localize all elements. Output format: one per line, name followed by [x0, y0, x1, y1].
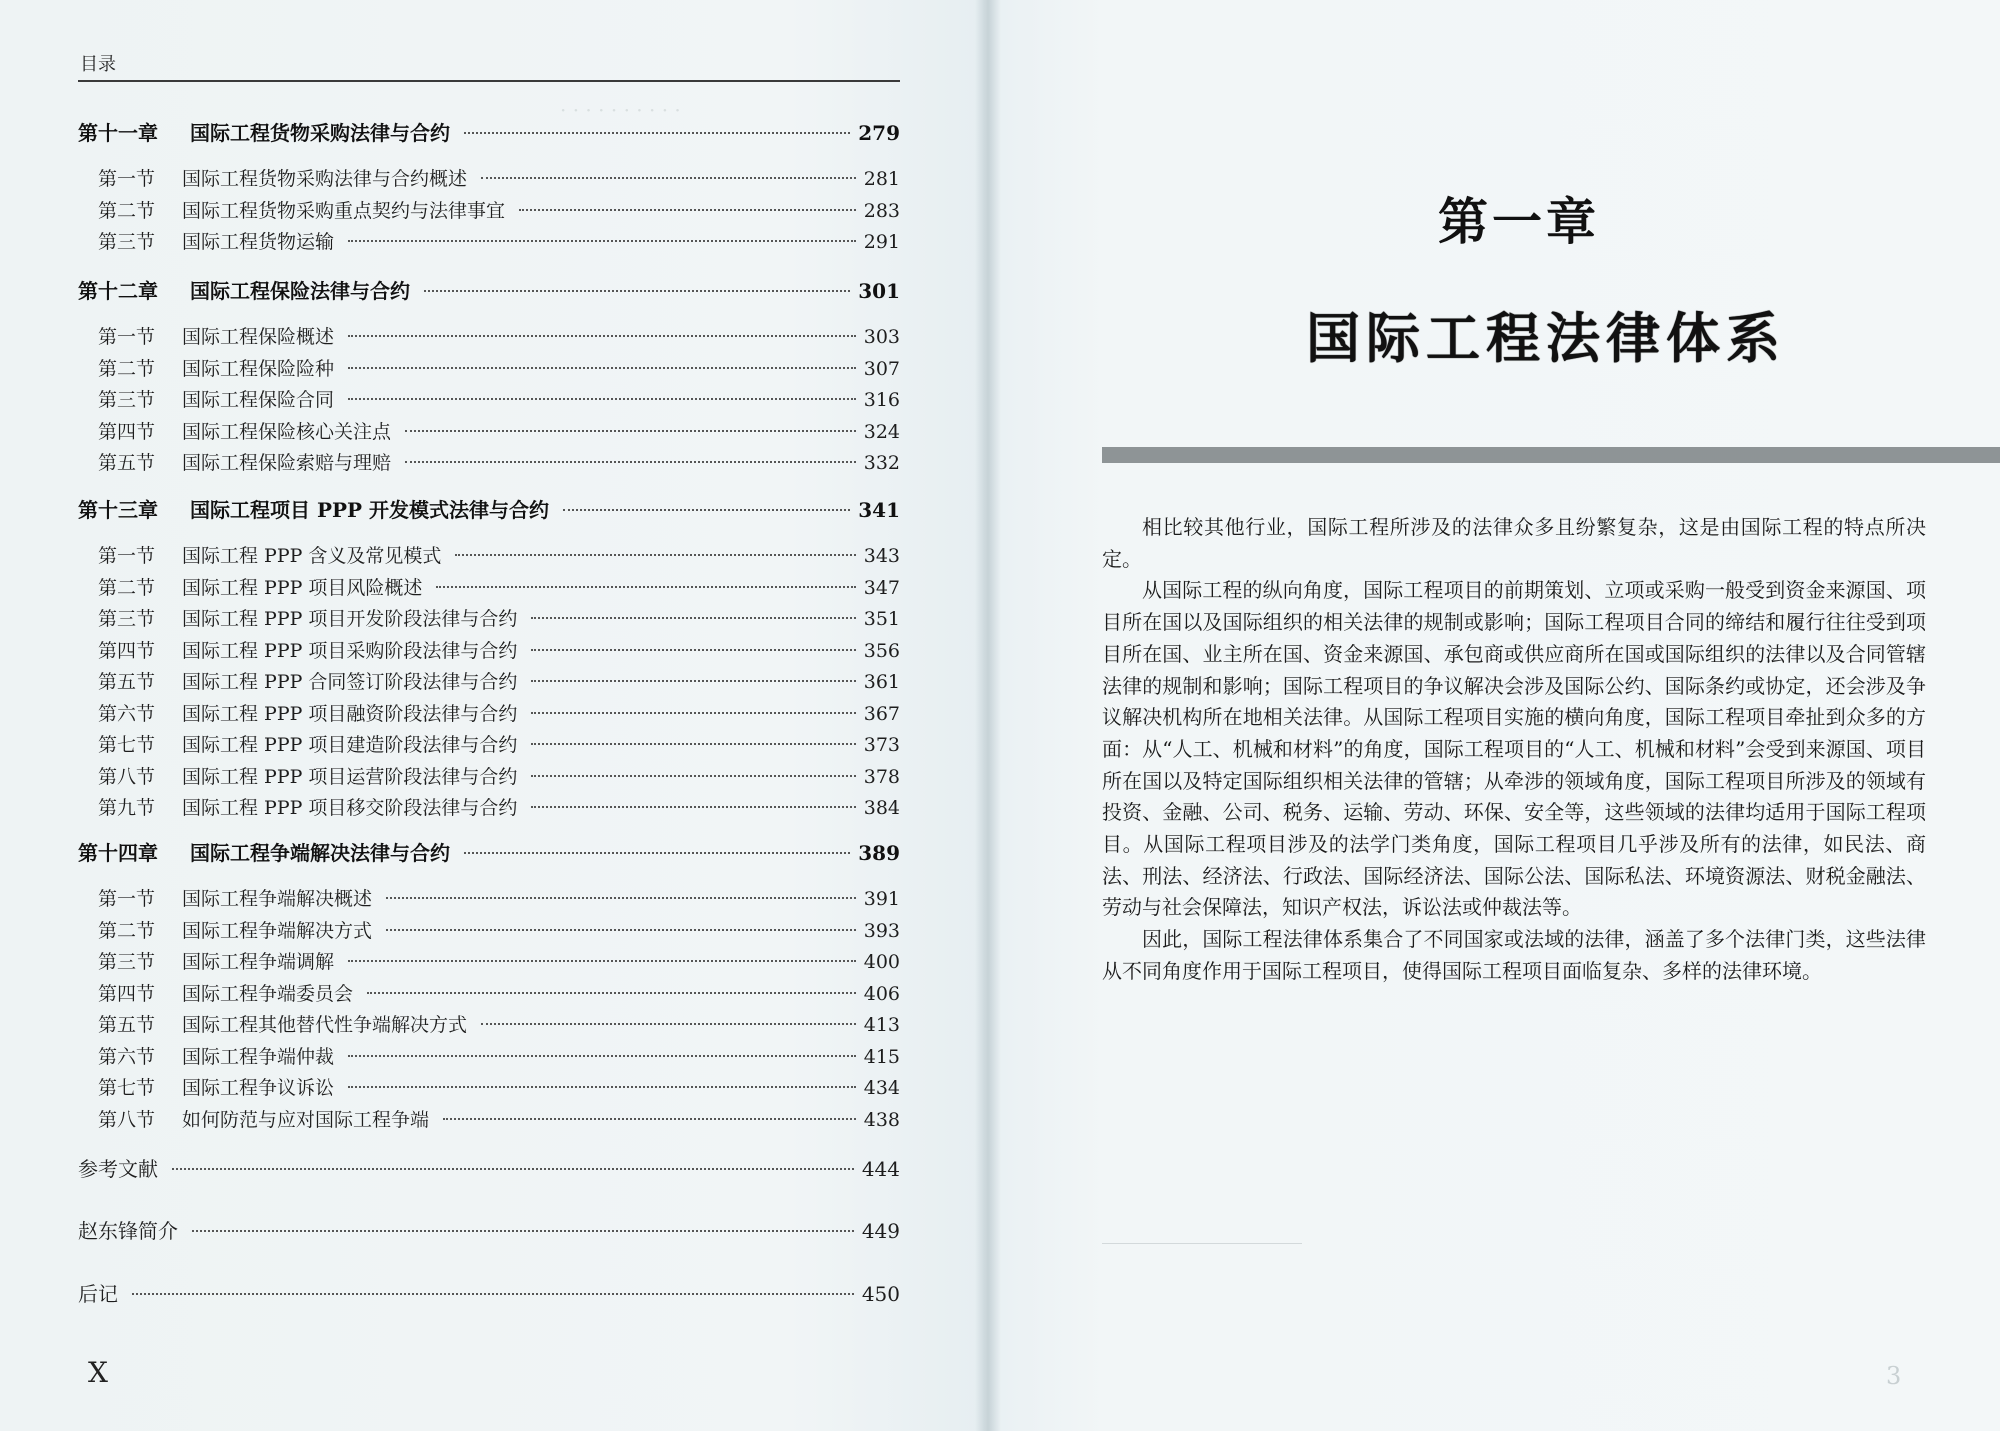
- toc-entry-title: 国际工程争端解决方式: [182, 919, 373, 942]
- header-rule: [78, 80, 900, 82]
- toc-entry-title: 国际工程保险合同: [182, 389, 335, 411]
- toc-entry-page: 324: [863, 420, 900, 443]
- toc-entry-title: 国际工程保险法律与合约: [190, 279, 410, 303]
- toc-entry-number: 第二节: [98, 919, 156, 942]
- chapter-divider-bar: [1102, 447, 2000, 463]
- dot-leader: [348, 398, 856, 400]
- toc-entry-number: 第二节: [98, 357, 156, 380]
- toc-entry-title: 国际工程货物采购法律与合约: [190, 121, 450, 145]
- toc-entry-title: 国际工程 PPP 项目采购阶段法律与合约: [182, 639, 518, 662]
- toc-section-entry: [78, 636, 900, 668]
- toc-entry-number: 第十四章: [78, 841, 158, 865]
- toc-section-entry: [78, 322, 900, 354]
- dot-leader: [386, 929, 856, 931]
- toc-entry-page: 449: [861, 1219, 900, 1243]
- toc-entry-number: 第六节: [98, 1045, 156, 1068]
- toc-entry-page: 413: [863, 1014, 900, 1036]
- dot-leader: [481, 1023, 856, 1025]
- toc-entry-title: 后记: [78, 1282, 118, 1306]
- toc-entry-title: 国际工程保险核心关注点: [182, 420, 392, 443]
- dot-leader: [405, 461, 856, 463]
- toc-entry-number: 第四节: [98, 982, 156, 1005]
- dot-leader: [443, 1118, 856, 1120]
- toc-section-entry: [78, 541, 900, 573]
- toc-entry-title: 国际工程保险索赔与理赔: [182, 452, 392, 474]
- toc-section-entry: [78, 979, 900, 1011]
- toc-entry-title: 国际工程争端解决概述: [182, 888, 373, 910]
- toc-section-entry: [78, 227, 900, 259]
- toc-backmatter-entry: [78, 1278, 900, 1310]
- dot-leader: [531, 680, 855, 682]
- toc-section-entry: [78, 1105, 900, 1137]
- toc-entry-number: 第三节: [98, 608, 156, 630]
- toc-entry-number: 第一节: [98, 168, 156, 190]
- dot-leader: [481, 177, 856, 179]
- toc-entry-title: 国际工程 PPP 项目开发阶段法律与合约: [182, 608, 518, 630]
- page-number: X: [88, 1356, 108, 1389]
- dot-leader: [531, 743, 855, 745]
- toc-entry-page: 438: [863, 1108, 900, 1131]
- toc-entry-page: 351: [863, 608, 900, 630]
- toc-entry-page: 450: [861, 1282, 900, 1306]
- toc-entry-number: 第一节: [98, 326, 156, 348]
- toc-entry-page: 384: [863, 797, 900, 819]
- toc-section-entry: [78, 604, 900, 636]
- toc-backmatter-entry: [78, 1153, 900, 1185]
- toc-entry-title: 国际工程 PPP 项目融资阶段法律与合约: [182, 702, 518, 725]
- toc-backmatter-entry: [78, 1215, 900, 1247]
- toc-section-entry: [78, 196, 900, 228]
- paragraph: 因此，国际工程法律体系集合了不同国家或法域的法律，涵盖了多个法律门类，这些法律从不同角度作用于国际工程项目，使得国际工程项目面临复杂、多样的法律环境。: [1102, 927, 1926, 983]
- dot-leader: [531, 775, 855, 777]
- toc-entry-title: 国际工程 PPP 项目建造阶段法律与合约: [182, 734, 518, 756]
- toc-entry-page: 301: [858, 279, 900, 303]
- toc-entry-page: 444: [861, 1157, 900, 1181]
- toc-entry-page: 307: [863, 357, 900, 380]
- paragraph: 从国际工程的纵向角度，国际工程项目的前期策划、立项或采购一般受到资金来源国、项目所在国以及国际组织的相关法律的规制或影响；国际工程项目合同的缔结和履行往往受到项目所在国、业主所在国、资金来源国、承包商或供应商所在国或国际组织的法律以及合同管辖法律的规制和影响；国际工程项目的争议解决会涉及国际公约、国际条约或协定，还会涉及争议解决机构所在地相关法律。从国际工程项目实施的横向角度，国际工程项目牵扯到众多的方面：从“人工、机械和材料”的角度，国际工程项目的“人工、机械和材料”会受到来源国、项目所在国以及特定国际组织相关法律的管辖；从牵涉的领域角度，国际工程项目所涉及的领域有投资、金融、公司、税务、运输、劳动、环保、安全等，这些领域的法律均适用于国际工程项目。从国际工程项目涉及的法学门类角度，国际工程项目几乎涉及所有的法律，如民法、商法、刑法、经济法、行政法、国际经济法、国际公法、国际私法、环境资源法、财税金融法、劳动与社会保障法，知识产权法，诉讼法或仲裁法等。: [1102, 578, 1926, 920]
- toc-section-entry: [78, 448, 900, 480]
- toc-entry-page: 378: [863, 765, 900, 788]
- toc-section-entry: [78, 385, 900, 417]
- chapter-title: 国际工程法律体系: [1306, 307, 1786, 370]
- toc-entry-number: 第七节: [98, 734, 156, 756]
- toc-entry-page: 347: [863, 576, 900, 599]
- toc-entry-page: 316: [863, 389, 900, 411]
- toc-entry-page: 303: [863, 326, 900, 348]
- dot-leader: [464, 132, 850, 134]
- dot-leader: [348, 240, 856, 242]
- dot-leader: [348, 960, 856, 962]
- dot-leader: [531, 712, 855, 714]
- toc-entry-title: 国际工程争端仲裁: [182, 1045, 335, 1068]
- toc-entry-page: 373: [863, 734, 900, 756]
- toc-entry-number: 第十一章: [78, 121, 158, 145]
- dot-leader: [519, 209, 856, 211]
- dot-leader: [436, 586, 855, 588]
- toc-entry-number: 第三节: [98, 389, 156, 411]
- toc-section-entry: [78, 1073, 900, 1105]
- toc-section-entry: [78, 164, 900, 196]
- toc-entry-title: 国际工程货物运输: [182, 231, 335, 253]
- toc-chapter-entry: [78, 117, 900, 149]
- toc-entry-title: 国际工程项目 PPP 开发模式法律与合约: [190, 498, 550, 522]
- toc-section-entry: [78, 354, 900, 386]
- toc-entry-number: 第十三章: [78, 498, 158, 522]
- dot-leader: [405, 430, 856, 432]
- toc-section-entry: [78, 762, 900, 794]
- toc-section-entry: [78, 947, 900, 979]
- toc-entry-title: 国际工程争议诉讼: [182, 1077, 335, 1099]
- toc-entry-number: 第八节: [98, 765, 156, 788]
- toc-section-entry: [78, 667, 900, 699]
- toc-entry-page: 361: [863, 671, 900, 693]
- toc-entry-number: 第五节: [98, 452, 156, 474]
- toc-entry-number: 第一节: [98, 545, 156, 567]
- dot-leader: [531, 649, 855, 651]
- toc-entry-page: 406: [863, 982, 900, 1005]
- dot-leader: [464, 852, 850, 854]
- dot-leader: [348, 367, 856, 369]
- toc-chapter-entry: [78, 494, 900, 526]
- toc-entry-title: 如何防范与应对国际工程争端: [182, 1108, 430, 1131]
- toc-entry-number: 第二节: [98, 576, 156, 599]
- toc-entry-page: 279: [858, 121, 900, 145]
- dot-leader: [424, 290, 850, 292]
- show-through-text: · · · · · · · · · ·: [560, 98, 681, 122]
- toc-entry-page: 415: [863, 1045, 900, 1068]
- dot-leader: [132, 1293, 854, 1295]
- toc-entry-number: 第七节: [98, 1077, 156, 1099]
- paragraph: 相比较其他行业，国际工程所涉及的法律众多且纷繁复杂，这是由国际工程的特点所决定。: [1102, 515, 1926, 571]
- toc-entry-number: 第五节: [98, 671, 156, 693]
- dot-leader: [455, 554, 855, 556]
- toc-entry-page: 434: [863, 1077, 900, 1099]
- dot-leader: [348, 1086, 856, 1088]
- toc-entry-title: 国际工程争端解决法律与合约: [190, 841, 450, 865]
- toc-entry-title: 国际工程争端调解: [182, 951, 335, 973]
- toc-entry-number: 第二节: [98, 199, 156, 222]
- toc-entry-number: 第四节: [98, 639, 156, 662]
- toc-entry-title: 赵东锋简介: [78, 1219, 178, 1243]
- toc-entry-number: 第八节: [98, 1108, 156, 1131]
- toc-entry-title: 参考文献: [78, 1157, 158, 1181]
- toc-section-entry: [78, 1042, 900, 1074]
- dot-leader: [386, 897, 856, 899]
- toc-section-entry: [78, 1010, 900, 1042]
- toc-entry-page: 391: [863, 888, 900, 910]
- toc-entry-number: 第五节: [98, 1014, 156, 1036]
- toc-entry-title: 国际工程其他替代性争端解决方式: [182, 1014, 468, 1036]
- left-page-toc: [0, 0, 985, 1431]
- toc-section-entry: [78, 573, 900, 605]
- dot-leader: [348, 1055, 856, 1057]
- toc-entry-page: 341: [858, 498, 900, 522]
- toc-entry-title: 国际工程 PPP 项目移交阶段法律与合约: [182, 797, 518, 819]
- chapter-number: 第一章: [1438, 192, 1600, 251]
- toc-section-entry: [78, 916, 900, 948]
- toc-entry-page: 393: [863, 919, 900, 942]
- toc-entry-title: 国际工程货物采购法律与合约概述: [182, 168, 468, 190]
- toc-entry-title: 国际工程 PPP 合同签订阶段法律与合约: [182, 671, 518, 693]
- toc-entry-page: 367: [863, 702, 900, 725]
- book-gutter-shadow: [975, 0, 1001, 1431]
- toc-entry-number: 第十二章: [78, 279, 158, 303]
- toc-entry-page: 356: [863, 639, 900, 662]
- footnote-rule: [1102, 1243, 1302, 1244]
- toc-entry-number: 第一节: [98, 888, 156, 910]
- toc-entry-number: 第三节: [98, 951, 156, 973]
- toc-entry-title: 国际工程保险概述: [182, 326, 335, 348]
- toc-entry-number: 第四节: [98, 420, 156, 443]
- toc-entry-page: 291: [863, 231, 900, 253]
- toc-entry-title: 国际工程 PPP 项目运营阶段法律与合约: [182, 765, 518, 788]
- dot-leader: [563, 509, 850, 511]
- toc-section-entry: [78, 699, 900, 731]
- toc-chapter-entry: [78, 837, 900, 869]
- toc-entry-page: 389: [858, 841, 900, 865]
- toc-entry-number: 第九节: [98, 797, 156, 819]
- toc-entry-title: 国际工程货物采购重点契约与法律事宜: [182, 199, 506, 222]
- toc-entry-number: 第三节: [98, 231, 156, 253]
- toc-entry-page: 343: [863, 545, 900, 567]
- toc-section-entry: [78, 417, 900, 449]
- toc-entry-title: 国际工程争端委员会: [182, 982, 354, 1005]
- toc-entry-title: 国际工程 PPP 项目风险概述: [182, 576, 423, 599]
- dot-leader: [531, 617, 855, 619]
- toc-section-entry: [78, 730, 900, 762]
- toc-entry-title: 国际工程 PPP 含义及常见模式: [182, 545, 442, 567]
- toc-chapter-entry: [78, 275, 900, 307]
- dot-leader: [367, 992, 856, 994]
- toc-entry-number: 第六节: [98, 702, 156, 725]
- dot-leader: [172, 1168, 854, 1170]
- toc-section-entry: [78, 884, 900, 916]
- chapter-intro-text: [1102, 512, 1926, 988]
- running-header: 目录: [80, 54, 116, 75]
- toc-entry-page: 283: [863, 199, 900, 222]
- toc-entry-page: 332: [863, 452, 900, 474]
- page-number: 3: [1886, 1362, 1902, 1390]
- toc-entry-page: 281: [863, 168, 900, 190]
- toc-entry-title: 国际工程保险险种: [182, 357, 335, 380]
- dot-leader: [192, 1230, 854, 1232]
- dot-leader: [531, 806, 855, 808]
- toc-entry-page: 400: [863, 951, 900, 973]
- dot-leader: [348, 335, 856, 337]
- toc-section-entry: [78, 793, 900, 825]
